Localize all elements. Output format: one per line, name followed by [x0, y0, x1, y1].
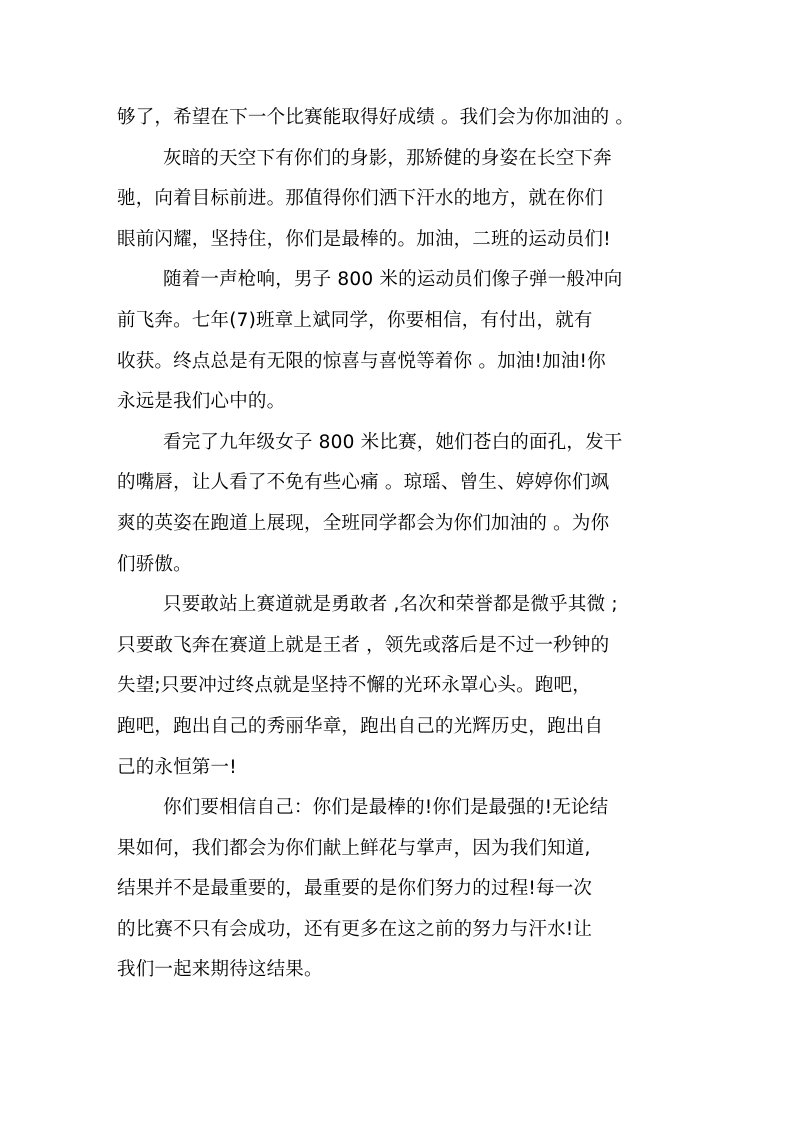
- text-line-8: 永远是我们心中的。: [117, 391, 286, 413]
- text-line-2: 灰暗的天空下有你们的身影，那矫健的身姿在长空下奔: [163, 147, 612, 169]
- text-line-22: 我们一起来期待这结果。: [117, 959, 323, 981]
- text-line-18: 你们要相信自己：你们是最棒的!你们是最强的!无论结: [163, 797, 609, 819]
- text-line-7: 收获。终点总是有无限的惊喜与喜悦等着你 。加油!加油!你: [117, 350, 606, 372]
- text-line-11: 爽的英姿在跑道上展现，全班同学都会为你们加油的 。为你: [117, 512, 610, 534]
- text-line-10: 的嘴唇，让人看了不免有些心痛 。琼瑶、曾生、婷婷你们飒: [117, 472, 610, 494]
- text-line-12: 们骄傲。: [117, 553, 192, 575]
- text-line-13: 只要敢站上赛道就是勇敢者 ,名次和荣誉都是微乎其微 ;: [163, 594, 618, 616]
- text-line-20: 结果并不是最重要的，最重要的是你们努力的过程!每一次: [117, 878, 593, 900]
- text-line-3: 驰，向着目标前进。那值得你们洒下汗水的地方，就在你们: [117, 188, 604, 210]
- text-line-4: 眼前闪耀，坚持住，你们是最棒的。加油，二班的运动员们!: [117, 228, 611, 250]
- text-line-9: 看完了九年级女子 800 米比赛，她们苍白的面孔，发干: [163, 431, 623, 453]
- text-line-14: 只要敢飞奔在赛道上就是王者 ，领先或落后是不过一秒钟的: [117, 634, 610, 656]
- text-line-15: 失望;只要冲过终点就是坚持不懈的光环永罩心头。跑吧，: [117, 675, 591, 697]
- text-line-19: 果如何，我们都会为你们献上鲜花与掌声，因为我们知道,: [117, 837, 591, 859]
- text-line-17: 己的永恒第一!: [117, 756, 237, 778]
- text-line-1: 够了，希望在下一个比赛能取得好成绩 。我们会为你加油的 。: [117, 107, 635, 128]
- text-line-6: 前飞奔。七年(7)班章上斌同学，你要相信，有付出，就有: [117, 309, 593, 331]
- text-line-5: 随着一声枪响，男子 800 米的运动员们像子弹一般冲向: [163, 269, 623, 291]
- text-line-16: 跑吧，跑出自己的秀丽华章，跑出自己的光辉历史，跑出自: [117, 715, 604, 737]
- text-line-21: 的比赛不只有会成功，还有更多在这之前的努力与汗水!让: [117, 918, 593, 940]
- body-text: [117, 98, 687, 991]
